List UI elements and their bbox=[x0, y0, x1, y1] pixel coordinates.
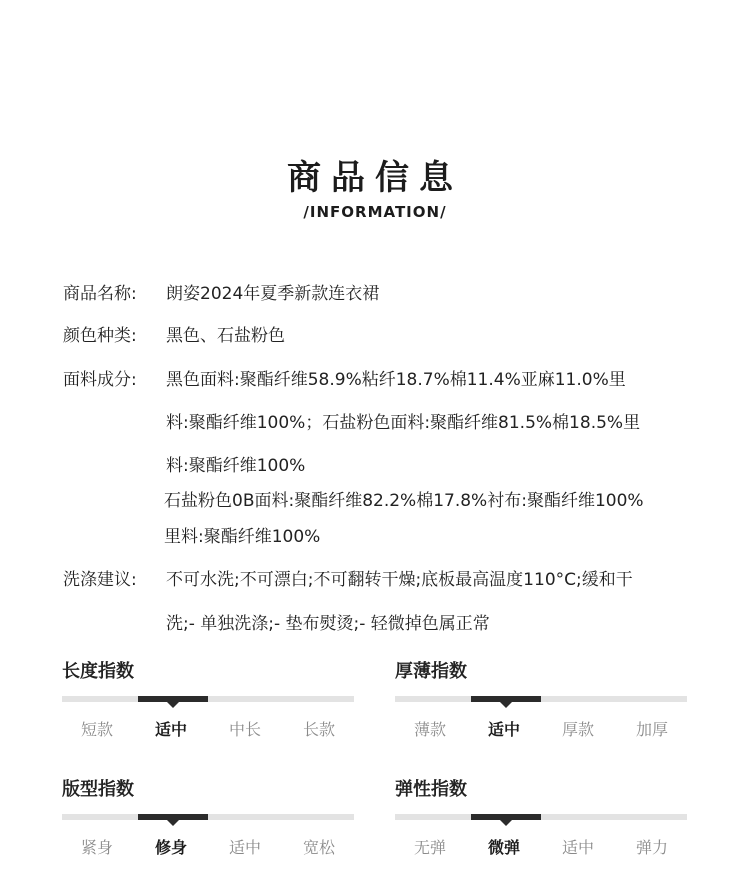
page-subtitle: /INFORMATION/ bbox=[303, 203, 447, 221]
scale-option: 适中 bbox=[487, 720, 520, 739]
scale-option: 无弹 bbox=[413, 838, 446, 857]
product-name-label: 商品名称: bbox=[63, 284, 137, 304]
color-value: 黑色、石盐粉色 bbox=[166, 326, 285, 346]
color-label: 颜色种类: bbox=[63, 326, 137, 346]
metric-title: 厚薄指数 bbox=[395, 661, 467, 682]
wash-label: 洗涤建议: bbox=[63, 570, 137, 590]
scale-option: 适中 bbox=[154, 720, 187, 739]
scale-option: 适中 bbox=[228, 838, 261, 857]
fabric-line: 料:聚酯纤维100% bbox=[166, 456, 306, 476]
fabric-line: 料:聚酯纤维100%；石盐粉色面料:聚酯纤维81.5%棉18.5%里 bbox=[166, 413, 641, 433]
fabric-label: 面料成分: bbox=[63, 370, 137, 390]
scale-option: 宽松 bbox=[302, 838, 335, 857]
scale-option: 微弹 bbox=[487, 838, 520, 857]
scale-track bbox=[62, 696, 354, 702]
scale-indicator bbox=[138, 814, 208, 820]
scale-track bbox=[395, 696, 687, 702]
scale-option: 长款 bbox=[302, 720, 335, 739]
product-name-value: 朗姿2024年夏季新款连衣裙 bbox=[166, 284, 380, 304]
scale-option: 厚款 bbox=[561, 720, 594, 739]
scale-option: 弹力 bbox=[635, 838, 668, 857]
scale-option: 加厚 bbox=[635, 720, 668, 739]
fabric-line: 黑色面料:聚酯纤维58.9%粘纤18.7%棉11.4%亚麻11.0%里 bbox=[166, 370, 626, 390]
scale-track bbox=[395, 814, 687, 820]
page-title: 商品信息 bbox=[287, 158, 463, 198]
scale-option: 修身 bbox=[154, 838, 187, 857]
fabric-line: 里料:聚酯纤维100% bbox=[164, 527, 321, 547]
wash-line: 洗;- 单独洗涤;- 垫布熨烫;- 轻微掉色属正常 bbox=[166, 614, 490, 634]
scale-option: 薄款 bbox=[413, 720, 446, 739]
scale-indicator bbox=[471, 696, 541, 702]
scale-option: 适中 bbox=[561, 838, 594, 857]
wash-line: 不可水洗;不可漂白;不可翻转干燥;底板最高温度110°C;缓和干 bbox=[166, 570, 633, 590]
scale-option: 短款 bbox=[80, 720, 113, 739]
scale-option: 中长 bbox=[228, 720, 261, 739]
fabric-line: 石盐粉色0B面料:聚酯纤维82.2%棉17.8%衬布:聚酯纤维100% bbox=[164, 491, 644, 511]
scale-indicator bbox=[138, 696, 208, 702]
scale-indicator bbox=[471, 814, 541, 820]
metric-title: 弹性指数 bbox=[395, 779, 467, 800]
scale-track bbox=[62, 814, 354, 820]
scale-option: 紧身 bbox=[80, 838, 113, 857]
metric-title: 版型指数 bbox=[62, 779, 134, 800]
metric-title: 长度指数 bbox=[62, 661, 134, 682]
